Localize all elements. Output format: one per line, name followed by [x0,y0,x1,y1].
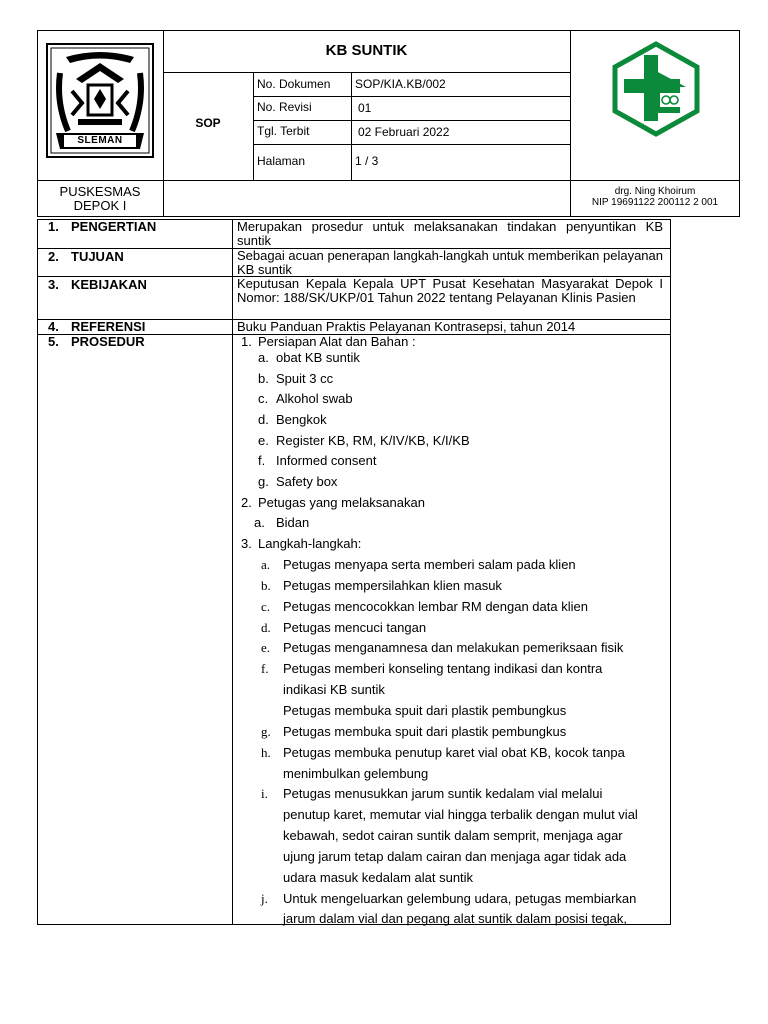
step-text: Petugas membuka penutup karet vial obat KB, kocok tanpa [283,745,625,760]
divider [232,219,233,925]
alat-item: Alkohol swab [276,391,353,406]
step-text: ujung jarum tetap dalam cairan dan menjaga agar tidak ada [283,849,627,864]
step-marker: a. [261,557,271,572]
step-text: jarum dalam vial dan pegang alat suntik dalam posisi tegak, [283,911,627,926]
section-text-pengertian: Merupakan prosedur untuk melaksanakan tindakan penyuntikan KB suntik [237,219,663,248]
alat-item: Bengkok [276,412,327,427]
issue-date-value: 02 Februari 2022 [358,125,450,139]
section-text-referensi: Buku Panduan Praktis Pelayanan Kontrasepsi, tahun 2014 [237,319,576,334]
signer-nip: NIP 19691122 200112 2 001 [591,197,719,208]
step-text: kebawah, sedot cairan suntik dalam semprit, menjaga agar [283,828,623,843]
step-marker: c. [261,599,271,614]
step-text: udara masuk kedalam alat suntik [283,870,474,885]
step-text: penutup karet, memutar vial hingga terbalik dengan mulut vial [283,807,638,822]
alat-marker: g. [258,474,269,489]
divider [253,144,570,145]
prosedur-item-number: 2. [241,495,252,510]
divider [163,72,570,73]
section-title-referensi: REFERENSI [71,319,146,334]
alat-marker: d. [258,412,269,427]
alat-item: Spuit 3 cc [276,371,334,386]
doc-number-label: No. Dokumen [257,77,331,91]
prosedur-heading-langkah: Langkah-langkah: [258,536,362,551]
facility-name-line2: DEPOK I [73,198,127,213]
step-marker: d. [261,620,271,635]
step-text: Petugas mencuci tangan [283,620,427,635]
step-text: Petugas mempersilahkan klien masuk [283,578,502,593]
step-text: Petugas memberi konseling tentang indikasi dan kontra [283,661,603,676]
section-title-prosedur: PROSEDUR [71,334,145,349]
step-text: Untuk mengeluarkan gelembung udara, petugas membiarkan [283,891,637,906]
step-marker: h. [261,745,271,760]
step-marker: j. [261,891,268,906]
divider [253,96,570,97]
step-text: Petugas menganamnesa dan melakukan pemeriksaan fisik [283,640,624,655]
facility-name-line1: PUSKESMAS [59,184,141,199]
alat-item: Register KB, RM, K/IV/KB, K/I/KB [276,433,470,448]
step-marker: e. [261,640,271,655]
sleman-emblem-logo [46,43,154,158]
alat-marker: a. [258,350,269,365]
section-text-tujuan: Sebagai acuan penerapan langkah-langkah untuk memberikan pelayanan KB suntik [237,248,663,277]
section-number: 5. [48,334,59,349]
step-text: Petugas menyapa serta memberi salam pada klien [283,557,576,572]
section-title-tujuan: TUJUAN [71,249,124,264]
divider [351,72,352,180]
alat-marker: f. [258,453,266,468]
step-marker: b. [261,578,271,593]
step-marker: f. [261,661,269,676]
section-number: 3. [48,277,59,292]
section-number: 2. [48,249,59,264]
alat-item: obat KB suntik [276,350,360,365]
divider [37,180,740,181]
issue-date-label: Tgl. Terbit [257,124,310,138]
prosedur-heading-persiapan: Persiapan Alat dan Bahan : [258,334,416,349]
step-text: Petugas menusukkan jarum suntik kedalam vial melalui [283,786,603,801]
alat-marker: e. [258,433,269,448]
step-text: Petugas mencocokkan lembar RM dengan data klien [283,599,588,614]
step-marker: g. [261,724,271,739]
petugas-marker: a. [254,515,265,530]
prosedur-item-number: 3. [241,536,252,551]
step-text: indikasi KB suntik [283,682,385,697]
section-number: 4. [48,319,59,334]
section-title-kebijakan: KEBIJAKAN [71,277,147,292]
alat-item: Safety box [276,474,338,489]
divider [253,120,570,121]
prosedur-heading-petugas: Petugas yang melaksanakan [258,495,425,510]
prosedur-item-number: 1. [241,334,252,349]
sop-label: SOP [195,116,221,130]
alat-marker: c. [258,391,269,406]
page-label: Halaman [257,154,306,168]
step-text: Petugas membuka spuit dari plastik pembungkus [283,724,567,739]
signer-name: drg. Ning Khoirum [614,186,696,197]
step-marker: i. [261,786,268,801]
page-value: 1 / 3 [355,154,379,168]
sleman-logo-text: SLEMAN [77,135,123,146]
revision-value: 01 [358,101,372,115]
doc-number-value: SOP/KIA.KB/002 [355,77,446,91]
puskesmas-logo [608,41,704,137]
section-text-kebijakan: Keputusan Kepala Kepala UPT Pusat Kesehatan Masyarakat Depok I Nomor: 188/SK/UKP/01 Tahun 2022 tentang Pelayanan Klinis Pasien [237,276,663,305]
section-title-pengertian: PENGERTIAN [71,219,157,234]
alat-item: Informed consent [276,453,377,468]
divider [253,72,254,180]
revision-label: No. Revisi [257,100,312,114]
document-title: KB SUNTIK [325,42,408,59]
petugas-item: Bidan [276,515,310,530]
alat-marker: b. [258,371,269,386]
section-number: 1. [48,219,59,234]
step-text: Petugas membuka spuit dari plastik pembungkus [283,703,567,718]
step-text: menimbulkan gelembung [283,766,429,781]
